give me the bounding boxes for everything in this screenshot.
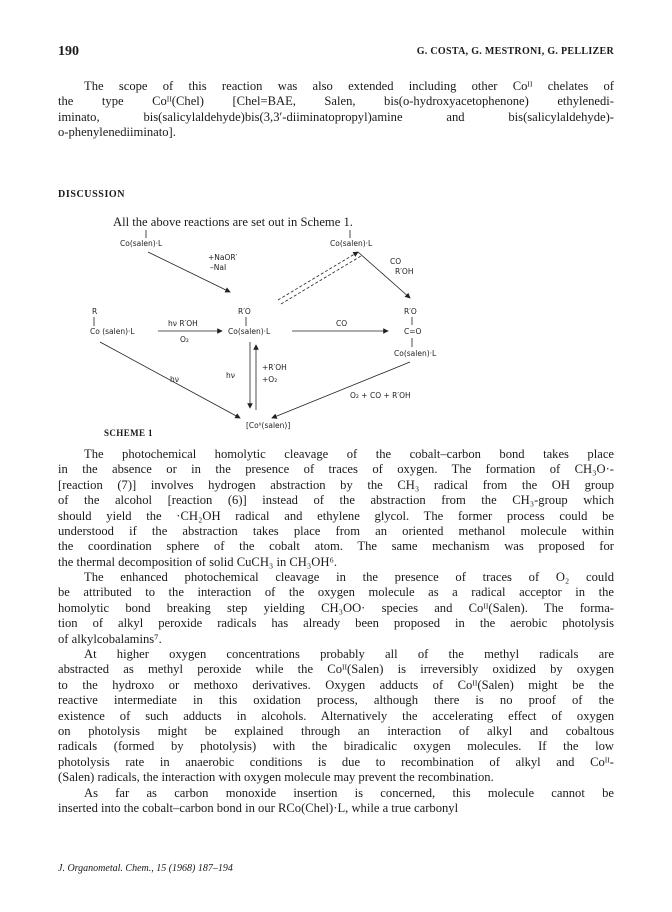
paragraph-photolysis <box>58 447 614 570</box>
ester-alkoxy-label: R′O <box>404 307 417 316</box>
o2-add-label: +O₂ <box>262 375 278 384</box>
alkyl-cobalt-complex: Co (salen)·L <box>90 327 135 336</box>
reaction-scheme <box>90 230 470 430</box>
text-line: As far as carbon monoxide insertion is concerned, this molecule cannot be <box>84 786 614 800</box>
roh-reagent: R′OH <box>395 267 414 276</box>
text-line: understood if the abstraction takes place from an oriented methanol molecule within <box>58 524 614 539</box>
paragraph-co-insertion <box>58 786 614 817</box>
text-line: radicals (formed by photolysis) with the biradicalic oxygen molecules. If the low <box>58 739 614 754</box>
journal-footer: J. Organometal. Chem., 15 (1968) 187–194 <box>58 863 233 874</box>
hv-label: hν <box>170 375 179 384</box>
text-line: abstracted as methyl peroxide while the Coᴵᴵ(Salen) is irreversibly oxidized by oxygen <box>58 662 614 677</box>
text-line: iminato, bis(salicylaldehyde)bis(3,3′-diiminatopropyl)amine and bis(salicylaldehyde)- <box>58 109 614 124</box>
text-line: The photochemical homolytic cleavage of the cobalt–carbon bond takes place <box>84 447 614 461</box>
text-line: o-phenylenediiminato]. <box>58 125 176 140</box>
naor-label: +NaOR′ <box>208 253 238 262</box>
text-line: The scope of this reaction was also extended including other Coᴵᴵ chelates of <box>84 79 614 93</box>
carbonyl-label: C=O <box>404 327 422 336</box>
text-line: the thermal decomposition of solid CuCH₃ in CH₃OH⁶. <box>58 554 338 569</box>
intro-paragraph <box>58 79 614 141</box>
text-line: existence of such adducts in alcohols. Alternatively the accelerating effect of oxygen <box>58 708 614 723</box>
hv-label: hν <box>226 371 235 380</box>
text-line: the type Coᴵᴵ(Chel) [Chel=BAE, Salen, bis(o-hydroxyacetophenone) ethylenedi- <box>58 94 614 109</box>
text-line: photolysis rate in anaerobic conditions is due to recombination of alkyl and Coᴵᴵ- <box>58 754 614 769</box>
text-line: inserted into the cobalt–carbon bond in our RCo(Chel)·L, while a true carbonyl <box>58 801 459 816</box>
text-line: should yield the ·CH₂OH radical and ethylene glycol. The former process could be <box>58 508 614 523</box>
hydroxo-cobalt-complex: Co(salen)·L <box>330 239 373 248</box>
cobalt-ii-salen: [Coᴵᴵ(salen)] <box>246 421 291 430</box>
text-line: At higher oxygen concentrations probably all of the methyl radicals are <box>84 647 614 661</box>
iodo-cobalt-complex: Co(salen)·L <box>120 239 163 248</box>
paragraph-enhanced-cleavage <box>58 570 614 647</box>
text-line: The enhanced photochemical cleavage in the presence of traces of O₂ could <box>84 570 614 584</box>
paragraph-oxygen-concentration <box>58 647 614 786</box>
running-header <box>58 44 614 64</box>
co-reagent: CO <box>390 257 402 266</box>
alkoxo-cobalt-complex: Co(salen)·L <box>228 327 271 336</box>
text-line: (Salen) radicals, the interaction with oxygen molecule may prevent the recombination. <box>58 770 494 785</box>
dashed-arrow <box>281 256 361 304</box>
o2-label: O₂ <box>180 335 189 344</box>
text-line: be attributed to the interaction of the oxygen molecule as a radical acceptor in the <box>58 585 614 600</box>
hv-roh-label: hν R′OH <box>168 319 198 328</box>
section-heading: DISCUSSION <box>58 189 126 200</box>
co-insert-label: CO <box>336 319 348 328</box>
products-label: O₂ + CO + R′OH <box>350 391 411 400</box>
scheme-intro-text: All the above reactions are set out in Scheme 1. <box>113 215 353 229</box>
scheme-label: SCHEME 1 <box>104 428 153 438</box>
text-line: to the hydroxo or methoxo derivatives. Oxygen adducts of Coᴵᴵ(Salen) might be the <box>58 677 614 692</box>
text-line: [reaction (7)] involves hydrogen abstraction by the CH₃ radical from the OH group <box>58 477 614 492</box>
arrow <box>272 362 410 418</box>
text-line: reactive intermediate in this oxidation process, although there is no proof of the <box>58 693 614 708</box>
text-line: on photolysis might be explained through an interaction of alkyl and cobaltous <box>58 724 614 739</box>
page-number: 190 <box>58 44 79 59</box>
nai-label: –NaI <box>210 263 227 272</box>
alkoxycarbonyl-cobalt-complex: Co(salen)·L <box>394 349 437 358</box>
text-line: of the alcohol [reaction (6)] instead of the abstraction from the CH₃-group which <box>58 493 614 508</box>
running-authors: G. COSTA, G. MESTRONI, G. PELLIZER <box>416 46 614 57</box>
text-line: in the absence or in the presence of traces of oxygen. The formation of CH₃O·- <box>58 462 614 477</box>
dashed-arrow <box>278 252 358 300</box>
text-line: homolytic bond breaking step yielding CH₃OO· species and Coᴵᴵ(Salen). The forma- <box>58 600 614 615</box>
roh-add-label: +R′OH <box>262 363 287 372</box>
text-line: of alkylcobalamins⁷. <box>58 631 162 646</box>
text-line: tion of alkyl peroxide radicals has already been proposed in the aerobic photolysis <box>58 616 614 631</box>
alkyl-label: R <box>92 307 98 316</box>
text-line: the coordination sphere of the cobalt atom. The same mechanism was proposed for <box>58 539 614 554</box>
alkoxo-label: R′O <box>238 307 251 316</box>
